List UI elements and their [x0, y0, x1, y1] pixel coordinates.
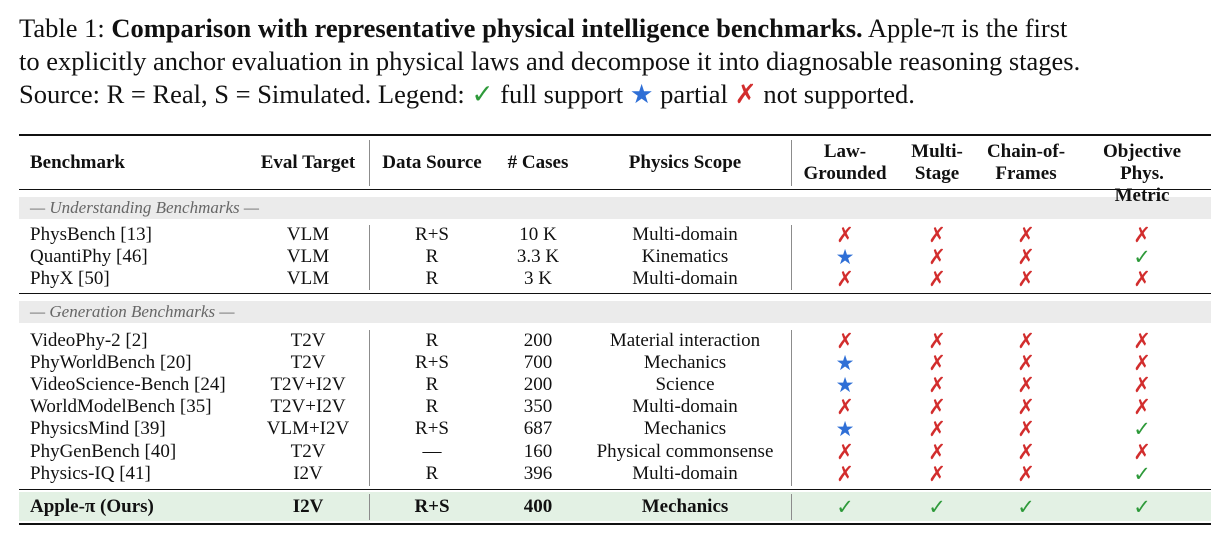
- chain-of-frames-mark-check-icon: ✓: [1017, 495, 1035, 519]
- column-separator: [369, 494, 370, 520]
- column-separator: [369, 330, 370, 486]
- benchmark-name: PhysicsMind [39]: [30, 418, 166, 439]
- header-cases: # Cases: [507, 152, 569, 173]
- table-bottom-rule: [19, 523, 1211, 525]
- eval-target: T2V+I2V: [270, 374, 346, 395]
- benchmark-name: PhysBench [13]: [30, 224, 152, 245]
- case-count: 160: [523, 441, 553, 462]
- law-grounded-mark-cross-icon: ✗: [836, 440, 854, 464]
- case-count: 350: [523, 396, 553, 417]
- physics-scope: Mechanics: [643, 418, 727, 439]
- multi-stage-mark-check-icon: ✓: [928, 495, 946, 519]
- section-label-generation: — Generation Benchmarks —: [30, 302, 235, 321]
- column-separator: [791, 140, 792, 186]
- caption-title: Comparison with representative physical intelligence benchmarks.: [111, 13, 863, 43]
- physics-scope: Material interaction: [609, 330, 761, 351]
- multi-stage-mark-cross-icon: ✗: [928, 462, 946, 486]
- chain-of-frames-mark-cross-icon: ✗: [1017, 329, 1035, 353]
- column-separator: [791, 494, 792, 520]
- eval-target: T2V: [290, 441, 326, 462]
- law-grounded-mark-cross-icon: ✗: [836, 395, 854, 419]
- data-source: R: [425, 330, 439, 351]
- data-source: —: [422, 441, 442, 462]
- eval-target: VLM+I2V: [266, 418, 350, 439]
- column-separator: [369, 140, 370, 186]
- objective-metric-mark-check-icon: ✓: [1133, 417, 1151, 441]
- physics-scope: Multi-domain: [632, 396, 738, 417]
- benchmark-name: Apple-π (Ours): [30, 496, 154, 517]
- law-grounded-mark-star-icon: ★: [835, 373, 855, 397]
- legend-partial-label: partial: [660, 79, 728, 109]
- physics-scope: Physical commonsense: [596, 441, 774, 462]
- header-objective-metric: [1099, 141, 1185, 207]
- law-grounded-mark-cross-icon: ✗: [836, 329, 854, 353]
- caption-line-3: [19, 78, 1214, 111]
- data-source: R+S: [415, 352, 449, 373]
- physics-scope: Multi-domain: [632, 224, 738, 245]
- header-chain-of-frames-line1: Chain-of-: [986, 141, 1066, 162]
- multi-stage-mark-cross-icon: ✗: [928, 245, 946, 269]
- section-label-understanding: — Understanding Benchmarks —: [30, 198, 260, 217]
- header-objective-metric-line1: Objective: [1102, 141, 1182, 162]
- physics-scope: Mechanics: [641, 496, 729, 517]
- case-count: 3 K: [524, 268, 552, 289]
- chain-of-frames-mark-cross-icon: ✗: [1017, 395, 1035, 419]
- case-count: 687: [523, 418, 553, 439]
- legend-check-icon: ✓: [471, 79, 494, 109]
- header-law-grounded-line1: Law-: [823, 141, 867, 162]
- header-chain-of-frames: [987, 141, 1065, 185]
- case-count: 200: [523, 374, 553, 395]
- multi-stage-mark-cross-icon: ✗: [928, 329, 946, 353]
- table-top-rule: [19, 134, 1211, 136]
- eval-target: T2V: [290, 352, 326, 373]
- chain-of-frames-mark-cross-icon: ✗: [1017, 417, 1035, 441]
- physics-scope: Mechanics: [643, 352, 727, 373]
- multi-stage-mark-cross-icon: ✗: [928, 440, 946, 464]
- multi-stage-mark-cross-icon: ✗: [928, 417, 946, 441]
- data-source: R+S: [414, 496, 450, 517]
- legend-cross-icon: ✗: [734, 79, 757, 109]
- data-source: R: [425, 246, 439, 267]
- header-rule: [19, 189, 1211, 190]
- header-eval-target: Eval Target: [260, 152, 356, 173]
- objective-metric-mark-cross-icon: ✗: [1133, 440, 1151, 464]
- case-count: 10 K: [519, 224, 557, 245]
- eval-target: VLM: [286, 224, 330, 245]
- caption-line-2: to explicitly anchor evaluation in physical laws and decompose it into diagnosable reasoning stages.: [19, 46, 1081, 76]
- header-multi-stage-line2: Stage: [914, 163, 960, 184]
- physics-scope: Multi-domain: [632, 268, 738, 289]
- benchmark-name: QuantiPhy [46]: [30, 246, 148, 267]
- header-chain-of-frames-line2: Frames: [995, 163, 1057, 184]
- case-count: 3.3 K: [516, 246, 560, 267]
- multi-stage-mark-cross-icon: ✗: [928, 351, 946, 375]
- benchmark-name: PhyWorldBench [20]: [30, 352, 192, 373]
- column-separator: [791, 330, 792, 486]
- header-multi-stage: [911, 141, 963, 185]
- data-source: R: [425, 268, 439, 289]
- physics-scope: Kinematics: [641, 246, 729, 267]
- chain-of-frames-mark-cross-icon: ✗: [1017, 351, 1035, 375]
- multi-stage-mark-cross-icon: ✗: [928, 223, 946, 247]
- benchmark-name: WorldModelBench [35]: [30, 396, 212, 417]
- header-law-grounded: [803, 141, 886, 185]
- chain-of-frames-mark-cross-icon: ✗: [1017, 245, 1035, 269]
- benchmark-name: VideoScience-Bench [24]: [30, 374, 226, 395]
- benchmark-name: Physics-IQ [41]: [30, 463, 151, 484]
- caption-source: Source: R = Real, S = Simulated. Legend:: [19, 79, 465, 109]
- header-benchmark: Benchmark: [30, 152, 125, 173]
- law-grounded-mark-cross-icon: ✗: [836, 223, 854, 247]
- benchmark-name: VideoPhy-2 [2]: [30, 330, 148, 351]
- ours-top-rule: [19, 489, 1211, 490]
- eval-target: VLM: [286, 246, 330, 267]
- eval-target: T2V+I2V: [270, 396, 346, 417]
- objective-metric-mark-check-icon: ✓: [1133, 245, 1151, 269]
- table-caption: [19, 12, 1214, 111]
- header-multi-stage-line1: Multi-: [911, 141, 963, 162]
- objective-metric-mark-check-icon: ✓: [1133, 495, 1151, 519]
- case-count: 700: [523, 352, 553, 373]
- chain-of-frames-mark-cross-icon: ✗: [1017, 223, 1035, 247]
- header-law-grounded-line2: Grounded: [803, 163, 887, 184]
- data-source: R: [425, 463, 439, 484]
- legend-star-icon: ★: [629, 79, 654, 109]
- law-grounded-mark-star-icon: ★: [835, 417, 855, 441]
- section-divider-rule: [19, 293, 1211, 294]
- case-count: 396: [523, 463, 553, 484]
- eval-target: I2V: [292, 496, 324, 517]
- physics-scope: Science: [655, 374, 715, 395]
- benchmark-name: PhyGenBench [40]: [30, 441, 177, 462]
- objective-metric-mark-check-icon: ✓: [1133, 462, 1151, 486]
- chain-of-frames-mark-cross-icon: ✗: [1017, 373, 1035, 397]
- multi-stage-mark-cross-icon: ✗: [928, 267, 946, 291]
- chain-of-frames-mark-cross-icon: ✗: [1017, 267, 1035, 291]
- objective-metric-mark-cross-icon: ✗: [1133, 395, 1151, 419]
- law-grounded-mark-cross-icon: ✗: [836, 267, 854, 291]
- caption-label: Table 1:: [19, 13, 105, 43]
- header-physics-scope: Physics Scope: [628, 152, 742, 173]
- header-data-source: Data Source: [382, 152, 482, 173]
- column-separator: [791, 225, 792, 290]
- eval-target: VLM: [286, 268, 330, 289]
- objective-metric-mark-cross-icon: ✗: [1133, 267, 1151, 291]
- chain-of-frames-mark-cross-icon: ✗: [1017, 462, 1035, 486]
- law-grounded-mark-check-icon: ✓: [836, 495, 854, 519]
- legend-not-label: not supported.: [763, 79, 915, 109]
- physics-scope: Multi-domain: [632, 463, 738, 484]
- objective-metric-mark-cross-icon: ✗: [1133, 329, 1151, 353]
- multi-stage-mark-cross-icon: ✗: [928, 395, 946, 419]
- case-count: 200: [523, 330, 553, 351]
- benchmark-name: PhyX [50]: [30, 268, 110, 289]
- column-separator: [369, 225, 370, 290]
- caption-line-1: [19, 12, 1214, 45]
- law-grounded-mark-cross-icon: ✗: [836, 462, 854, 486]
- data-source: R: [425, 374, 439, 395]
- chain-of-frames-mark-cross-icon: ✗: [1017, 440, 1035, 464]
- objective-metric-mark-cross-icon: ✗: [1133, 373, 1151, 397]
- legend-full-label: full support: [500, 79, 624, 109]
- data-source: R: [425, 396, 439, 417]
- eval-target: T2V: [290, 330, 326, 351]
- header-objective-metric-line2: Phys. Metric: [1114, 163, 1170, 206]
- multi-stage-mark-cross-icon: ✗: [928, 373, 946, 397]
- case-count: 400: [523, 496, 553, 517]
- objective-metric-mark-cross-icon: ✗: [1133, 351, 1151, 375]
- data-source: R+S: [415, 224, 449, 245]
- law-grounded-mark-star-icon: ★: [835, 351, 855, 375]
- eval-target: I2V: [293, 463, 323, 484]
- data-source: R+S: [415, 418, 449, 439]
- law-grounded-mark-star-icon: ★: [835, 245, 855, 269]
- caption-line1-rest: Apple-π is the first: [867, 13, 1068, 43]
- objective-metric-mark-cross-icon: ✗: [1133, 223, 1151, 247]
